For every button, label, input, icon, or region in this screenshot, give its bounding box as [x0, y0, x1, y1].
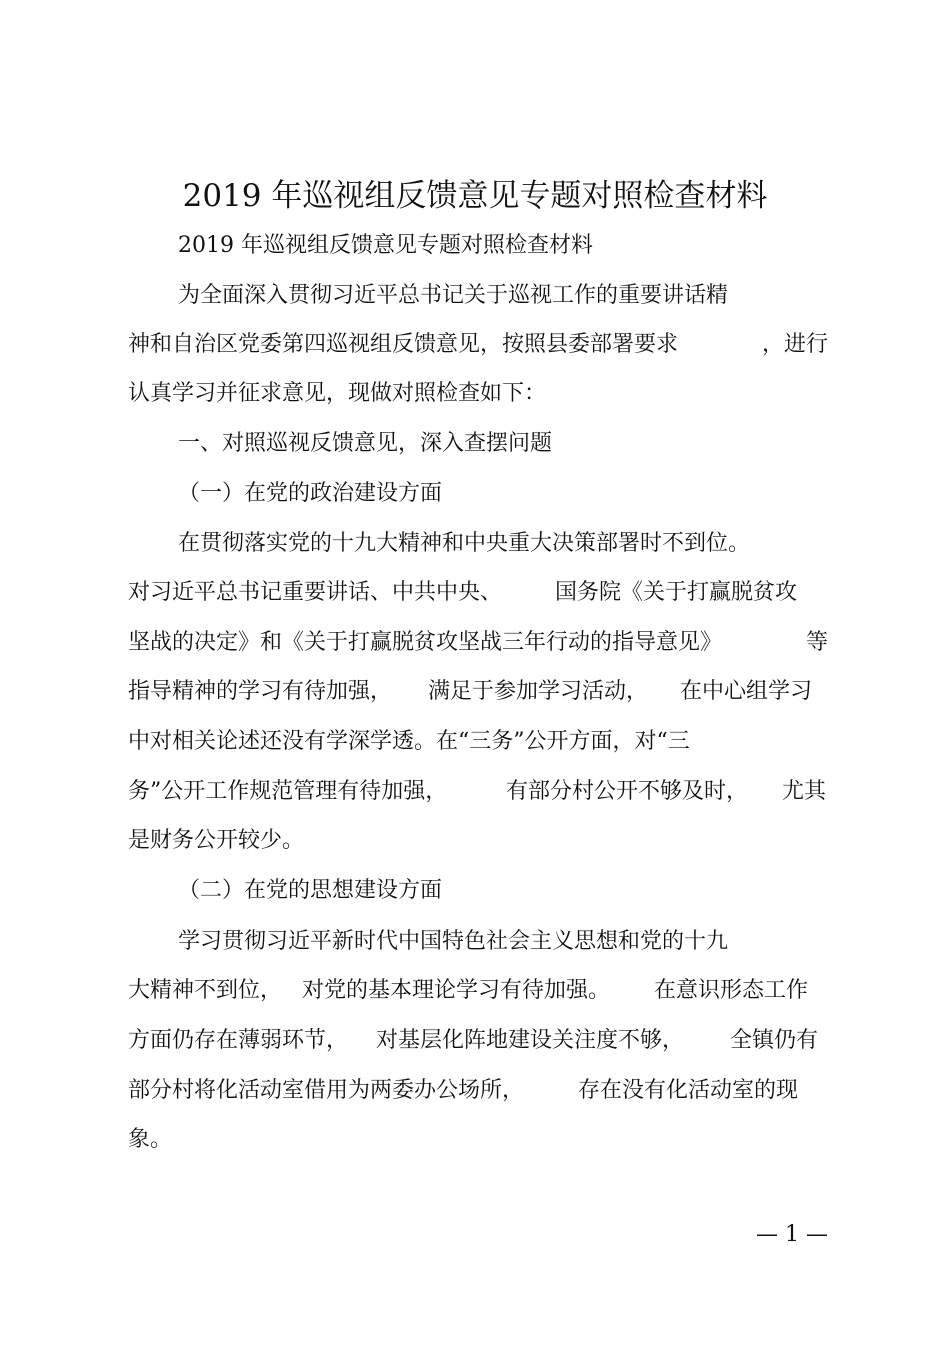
body-line: 方面仍存在薄弱环节， [128, 1028, 349, 1053]
body-line: 对习近平总书记重要讲话、中共中央、 [128, 580, 503, 605]
body-line: 存在没有化活动室的现 [578, 1078, 799, 1103]
intro-line: 神和自治区党委第四巡视组反馈意见，按照县委部署要求 [128, 332, 679, 357]
body-line: 在中心组学习 [680, 679, 813, 704]
body-line: 有部分村公开不够及时， [506, 779, 749, 804]
document-subtitle: 2019 年巡视组反馈意见专题对照检查材料 [178, 233, 593, 258]
body-line: 全镇仍有 [730, 1028, 819, 1053]
intro-line: 为全面深入贯彻习近平总书记关于巡视工作的重要讲话精 [178, 283, 729, 308]
page-number: — 1 — [756, 1222, 828, 1247]
body-line: 学习贯彻习近平新时代中国特色社会主义思想和党的十九 [178, 929, 729, 954]
body-line: 坚战的决定》和《关于打赢脱贫攻坚战三年行动的指导意见》 [128, 630, 723, 655]
body-line: 务”公开工作规范管理有待加强， [128, 779, 448, 804]
body-line: 对基层化阵地建设关注度不够， [376, 1028, 685, 1053]
intro-line-tail: ，进行 [762, 332, 829, 357]
body-line: 尤其 [782, 779, 827, 804]
intro-line: 认真学习并征求意见，现做对照检查如下： [128, 381, 547, 406]
subsection-heading: （一）在党的政治建设方面 [178, 481, 443, 506]
body-line: 在意识形态工作 [654, 978, 809, 1003]
body-line: 大精神不到位， [128, 978, 283, 1003]
body-line: 国务院《关于打赢脱贫攻 [555, 580, 798, 605]
subsection-heading: （二）在党的思想建设方面 [178, 878, 443, 903]
body-line: 象。 [128, 1127, 173, 1152]
body-line: 满足于参加学习活动， [428, 679, 649, 704]
body-line: 是财务公开较少。 [128, 828, 305, 853]
body-line: 对党的基本理论学习有待加强。 [302, 978, 611, 1003]
section-heading: 一、对照巡视反馈意见，深入查摆问题 [178, 431, 553, 456]
body-line: 中对相关论述还没有学深学透。在“三务”公开方面，对“三 [128, 729, 690, 754]
body-line: 部分村将化活动室借用为两委办公场所， [128, 1078, 525, 1103]
document-title: 2019 年巡视组反馈意见专题对照检查材料 [182, 178, 768, 214]
body-line: 指导精神的学习有待加强， [128, 679, 393, 704]
body-line: 在贯彻落实党的十九大精神和中央重大决策部署时不到位。 [178, 531, 751, 556]
body-line: 等 [806, 630, 829, 655]
